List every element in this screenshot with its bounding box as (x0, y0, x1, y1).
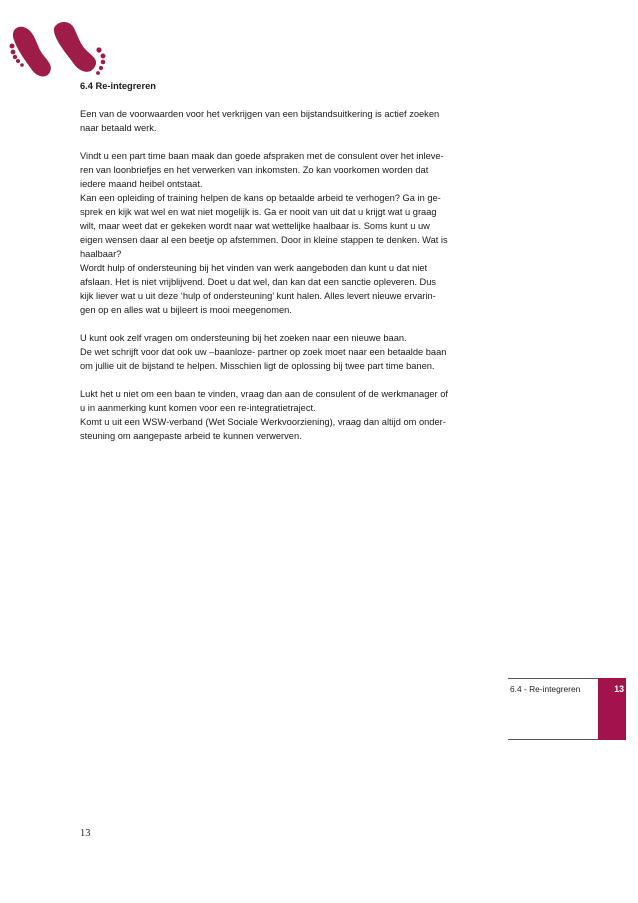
paragraph (80, 107, 495, 135)
paragraph (80, 387, 495, 443)
text-line: kijk liever wat u uit deze ‘hulp of ondersteuning’ kunt halen. Alles levert nieuwe ervarin- (80, 291, 436, 301)
text-line: afslaan. Het is niet vrijblijvend. Doet u dat wel, dan kan dat een sanctie opleveren. Dus (80, 277, 437, 287)
text-line: Komt u uit een WSW-verband (Wet Sociale Werkvoorziening), vraag dan altijd om onder- (80, 417, 446, 427)
text-line: U kunt ook zelf vragen om ondersteuning bij het zoeken naar een nieuwe baan. (80, 333, 407, 343)
text-line: u in aanmerking kunt komen voor een re-integratietraject. (80, 403, 316, 413)
text-line: Wordt hulp of ondersteuning bij het vinden van werk aangeboden dan kunt u dat niet (80, 263, 428, 273)
paragraph (80, 331, 495, 373)
text-line: De wet schrijft voor dat ook uw –baanloze- partner op zoek moet naar een betaalde baan (80, 347, 447, 357)
text-line: steuning om aangepaste arbeid te kunnen verwerven. (80, 431, 302, 441)
text-line: sprek en kijk wat wel en wat niet mogelijk is. Ga er nooit van uit dat u krijgt wat u graag (80, 207, 437, 217)
section-content (80, 79, 495, 443)
footprints-logo (4, 18, 108, 82)
text-line: ren van loonbriefjes en het verwerken van inkomsten. Zo kan voorkomen worden dat (80, 165, 429, 175)
text-line: om jullie uit de bijstand te helpen. Misschien ligt de oplossing bij twee part time banen. (80, 361, 435, 371)
side-tab-divider-top (508, 678, 598, 679)
paragraph (80, 149, 495, 317)
left-foot-icon (13, 27, 51, 77)
text-line: naar betaald werk. (80, 123, 157, 133)
side-tab-label: 6.4 - Re-integreren (510, 684, 581, 694)
side-tab-page-number: 13 (614, 684, 624, 694)
text-line: Een van de voorwaarden voor het verkrijgen van een bijstandsuitkering is actief zoeken (80, 109, 440, 119)
text-line: haalbaar? (80, 249, 122, 259)
text-line: Kan een opleiding of training helpen de kans op betaalde arbeid te verhogen? Ga in ge- (80, 193, 441, 203)
text-line: Lukt het u niet om een baan te vinden, vraag dan aan de consulent of de werkmanager of (80, 389, 448, 399)
text-line: iedere maand heibel ontstaat. (80, 179, 203, 189)
side-tab-divider-bottom (508, 739, 598, 740)
text-line: Vindt u een part time baan maak dan goede afspraken met de consulent over het inleve- (80, 151, 444, 161)
footer-page-number: 13 (80, 828, 91, 839)
section-heading: 6.4 Re-integreren (80, 81, 156, 91)
right-foot-icon (54, 22, 96, 72)
text-line: eigen wensen daar al een beetje op afstemmen. Door in kleine stappen te denken. Wat is (80, 235, 448, 245)
text-line: wilt, maar weet dat er gekeken wordt naar wat wettelijke haalbaar is. Soms kunt u uw (80, 221, 430, 231)
text-line: gen op en alles wat u bijleert is mooi meegenomen. (80, 305, 292, 315)
